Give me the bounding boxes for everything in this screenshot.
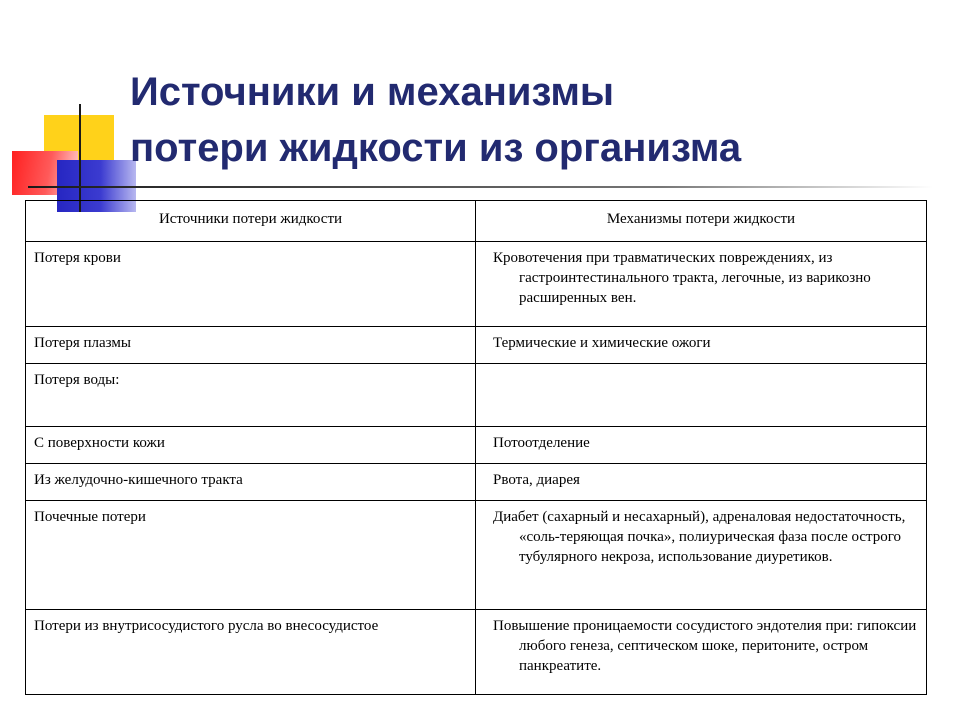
mechanism-text: Кровотечения при травматических повреждениях, из гастроинтестинального тракта, легочные, из варикозно расширенных вен. — [493, 250, 871, 306]
mechanism-cell — [476, 364, 927, 427]
mechanism-text: Повышение проницаемости сосудистого эндотелия при: гипоксии любого генеза, септическом шоке, перитоните, остром панкреатите. — [493, 618, 917, 674]
table-row — [26, 501, 927, 610]
table-row — [26, 464, 927, 501]
table-row — [26, 427, 927, 464]
source-cell: Потеря крови — [26, 242, 476, 327]
mechanism-cell — [476, 327, 927, 364]
mechanism-text: Диабет (сахарный и несахарный), адреналовая недостаточность, «соль-теряющая почка», полиурическая фаза после острого тубулярного некроза, использование диуретиков. — [493, 509, 906, 565]
mechanism-cell — [476, 501, 927, 610]
fluid-loss-table — [25, 200, 927, 695]
slide-title — [130, 64, 940, 176]
table-row — [26, 242, 927, 327]
source-cell: С поверхности кожи — [26, 427, 476, 464]
source-cell: Из желудочно-кишечного тракта — [26, 464, 476, 501]
source-cell: Почечные потери — [26, 501, 476, 610]
slide-title-line1: Источники и механизмы — [130, 70, 615, 114]
mechanism-text: Термические и химические ожоги — [493, 335, 711, 351]
source-cell: Потеря плазмы — [26, 327, 476, 364]
slide-title-line2: потери жидкости из организма — [130, 126, 742, 170]
mechanism-cell — [476, 242, 927, 327]
header-mechanisms: Механизмы потери жидкости — [476, 201, 927, 242]
mechanism-cell — [476, 610, 927, 695]
decor-vertical-line — [79, 104, 81, 212]
source-cell: Потери из внутрисосудистого русла во внесосудистое — [26, 610, 476, 695]
table-row — [26, 364, 927, 427]
source-cell: Потеря воды: — [26, 364, 476, 427]
table-row — [26, 610, 927, 695]
title-underline — [28, 186, 933, 188]
table-header-row — [26, 201, 927, 242]
mechanism-text: Рвота, диарея — [493, 472, 580, 488]
table-row — [26, 327, 927, 364]
mechanism-text: Потоотделение — [493, 435, 590, 451]
header-sources: Источники потери жидкости — [26, 201, 476, 242]
mechanism-cell — [476, 464, 927, 501]
mechanism-cell — [476, 427, 927, 464]
